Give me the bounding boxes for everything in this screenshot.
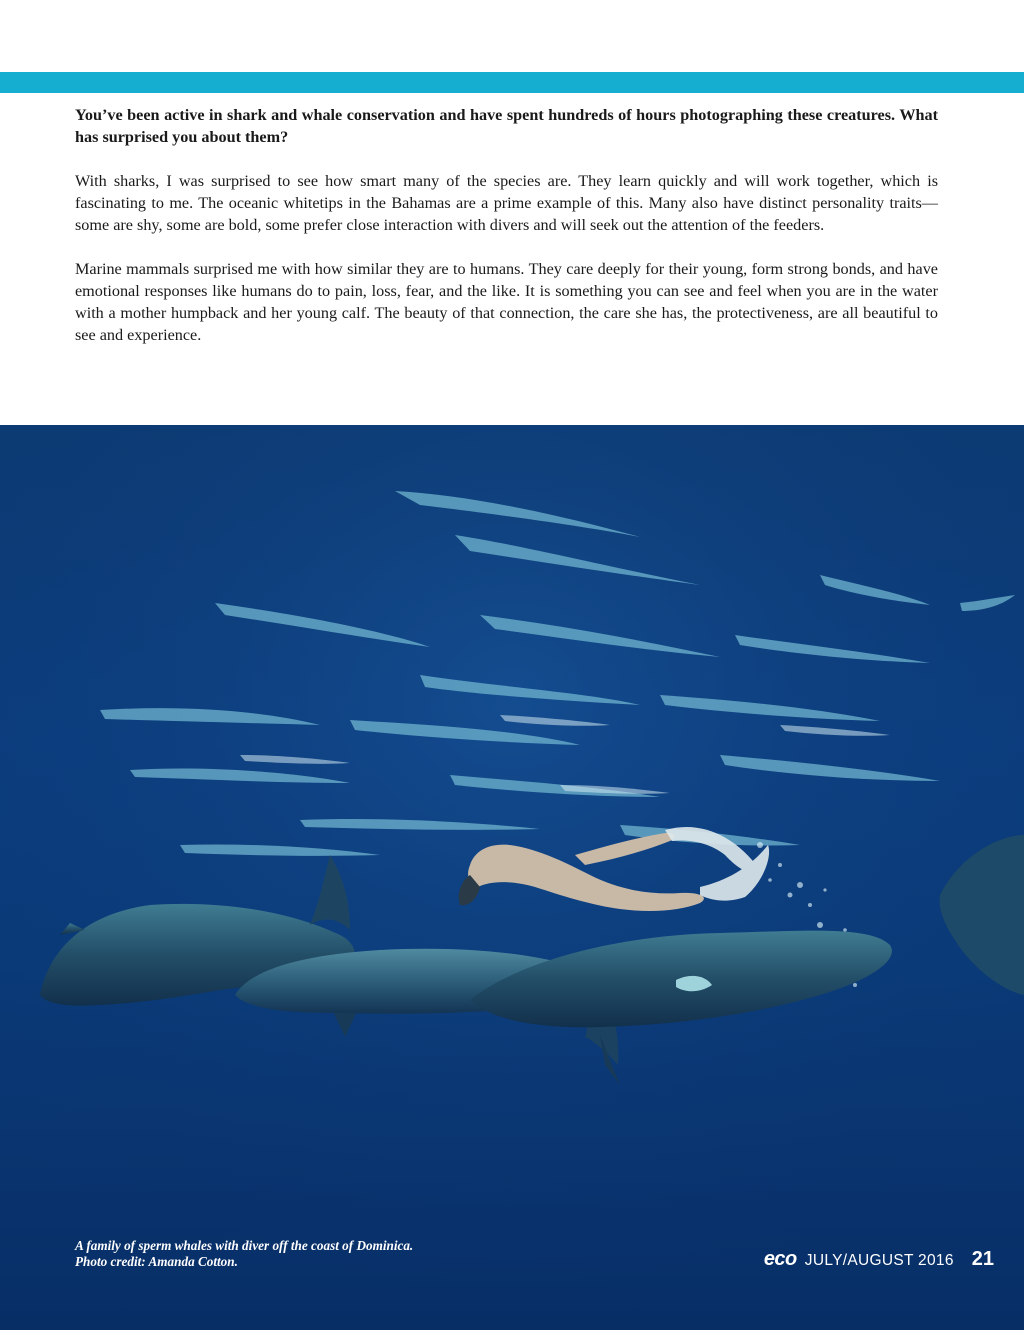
photo-caption [75,1238,413,1270]
page-number: 21 [971,1248,994,1270]
sperm-whale-photo [0,425,1024,1330]
answer-paragraph-2: Marine mammals surprised me with how similar they are to humans. They care deeply for their young, form strong bonds, and have emotional responses like humans do to pain, loss, fear, and the like. It is something you can see and feel when you are in the water with a mother humpback and her young calf. The beauty of that connection, the care she has, the protectiveness, are all beautiful to see and experience. [75,260,938,344]
article-body [75,104,938,368]
caption-text: A family of sperm whales with diver off the coast of Dominica. [75,1238,414,1253]
magazine-logo: eco [763,1248,797,1270]
page-footer [764,1248,994,1271]
header-color-band [0,72,1024,93]
photo-credit: Photo credit: Amanda Cotton. [75,1254,238,1269]
interview-question: You’ve been active in shark and whale conservation and have spent hundreds of hours photographing these creatures. What has surprised you about them? [75,106,938,146]
issue-date: JULY/AUGUST 2016 [804,1252,954,1269]
answer-paragraph-1: With sharks, I was surprised to see how smart many of the species are. They learn quickly and will work together, which is fascinating to me. The oceanic whitetips in the Bahamas are a prime example of this. Many also have distinct personality traits—some are shy, some are bold, some prefer close interaction with divers and will seek out the attention of the feeders. [75,172,938,234]
